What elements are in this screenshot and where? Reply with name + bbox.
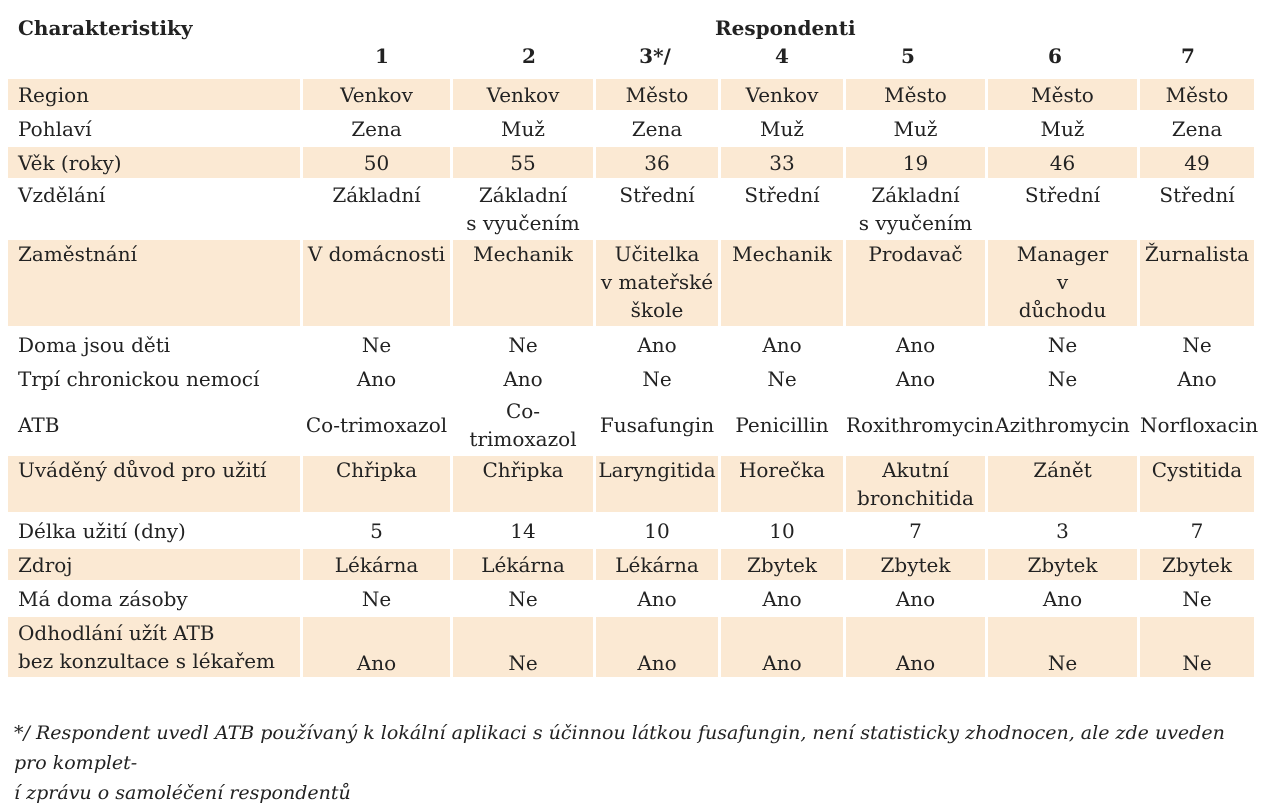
cell-respondent-4: Zbytek xyxy=(718,549,843,580)
cell-respondent-7: 49 xyxy=(1137,147,1254,178)
cell-respondent-2: Lékárna xyxy=(450,549,593,580)
cell-respondent-4: Ano xyxy=(718,583,843,614)
cell-respondent-1: Ne xyxy=(300,583,450,614)
cell-respondent-6: Ne xyxy=(985,617,1137,677)
table-row xyxy=(8,147,1254,178)
row-label: Pohlaví xyxy=(18,116,92,141)
cell-respondent-1: V domácnosti xyxy=(300,240,450,326)
row-label: Zdroj xyxy=(8,549,300,580)
cell-respondent-7: Zena xyxy=(1137,113,1254,144)
cell-respondent-4: Penicillin xyxy=(718,397,843,453)
cell-respondent-5: Ano xyxy=(843,363,985,394)
cell-respondent-6: 46 xyxy=(985,147,1137,178)
table-row xyxy=(8,397,1254,453)
respondent-number-1: 1 xyxy=(375,44,389,68)
respondent-number-7: 7 xyxy=(1181,44,1195,68)
cell-respondent-4: 33 xyxy=(718,147,843,178)
respondent-number-6: 6 xyxy=(1048,44,1062,68)
cell-respondent-1: Co-trimoxazol xyxy=(300,397,450,453)
cell-respondent-6: Zbytek xyxy=(985,549,1137,580)
cell-respondent-1: Zena xyxy=(300,113,450,144)
respondent-number-5: 5 xyxy=(901,44,915,68)
row-label: Region xyxy=(8,79,300,110)
table-row xyxy=(8,456,1254,512)
cell-respondent-7: Ano xyxy=(1137,363,1254,394)
cell-respondent-1: 50 xyxy=(300,147,450,178)
cell-respondent-5: Roxithromycin xyxy=(843,397,985,453)
cell-respondent-2: Základní s vyučením xyxy=(450,181,593,237)
cell-respondent-3: Město xyxy=(593,79,718,110)
cell-respondent-6: Město xyxy=(985,79,1137,110)
cell-respondent-5: Ano xyxy=(843,583,985,614)
cell-respondent-4: Ano xyxy=(718,329,843,360)
table-row xyxy=(8,549,1254,580)
table-row xyxy=(8,329,1254,360)
cell-respondent-7: Norfloxacin xyxy=(1137,397,1254,453)
cell-respondent-2: Mechanik xyxy=(450,240,593,326)
row-label: Uváděný důvod pro užití xyxy=(8,456,300,512)
cell-respondent-2: Ano xyxy=(450,363,593,394)
cell-respondent-2: Venkov xyxy=(450,79,593,110)
cell-respondent-4: Střední xyxy=(718,181,843,237)
cell-respondent-5: Ano xyxy=(843,617,985,677)
cell-respondent-2: Ne xyxy=(450,583,593,614)
cell-respondent-3: Střední xyxy=(593,181,718,237)
cell-respondent-5: Prodavač xyxy=(843,240,985,326)
cell-respondent-3: Ano xyxy=(593,329,718,360)
row-label: Doma jsou děti xyxy=(18,332,171,357)
row-label: Vzdělání xyxy=(18,183,106,207)
cell-respondent-7: Střední xyxy=(1137,181,1254,237)
cell-respondent-5: Ano xyxy=(843,329,985,360)
cell-respondent-3: Fusafungin xyxy=(593,397,718,453)
cell-respondent-6: Zánět xyxy=(985,456,1137,512)
cell-respondent-4: Mechanik xyxy=(718,240,843,326)
cell-respondent-2: 14 xyxy=(450,515,593,546)
respondent-number-3: 3*/ xyxy=(639,44,671,68)
cell-respondent-7: 7 xyxy=(1137,515,1254,546)
cell-respondent-1: 5 xyxy=(300,515,450,546)
cell-respondent-1: Lékárna xyxy=(300,549,450,580)
cell-respondent-3: Učitelka v mateřské škole xyxy=(593,240,718,326)
cell-respondent-7: Město xyxy=(1137,79,1254,110)
cell-respondent-4: Ne xyxy=(718,363,843,394)
cell-respondent-1: Chřipka xyxy=(300,456,450,512)
cell-respondent-2: Chřipka xyxy=(450,456,593,512)
table-row xyxy=(8,363,1254,394)
cell-respondent-7: Zbytek xyxy=(1137,549,1254,580)
cell-respondent-7: Žurnalista xyxy=(1137,240,1254,326)
row-label: Odhodlání užít ATB bez konzultace s lékařem xyxy=(8,617,300,677)
cell-respondent-1: Základní xyxy=(300,181,450,237)
cell-respondent-7: Cystitida xyxy=(1137,456,1254,512)
cell-respondent-5: Město xyxy=(843,79,985,110)
cell-respondent-1: Ano xyxy=(300,617,450,677)
cell-respondent-6: Azithromycin xyxy=(985,397,1137,453)
row-label: Má doma zásoby xyxy=(18,586,188,611)
row-label: Délka užití (dny) xyxy=(18,518,186,543)
cell-respondent-6: 3 xyxy=(985,515,1137,546)
row-label: ATB xyxy=(18,413,60,437)
cell-respondent-5: Základní s vyučením xyxy=(843,181,985,237)
characteristics-heading: Charakteristiky xyxy=(18,16,193,40)
cell-respondent-5: Muž xyxy=(843,113,985,144)
cell-respondent-4: 10 xyxy=(718,515,843,546)
cell-respondent-2: Ne xyxy=(450,617,593,677)
cell-respondent-2: Ne xyxy=(450,329,593,360)
cell-respondent-6: Střední xyxy=(985,181,1137,237)
cell-respondent-2: Co-trimoxazol xyxy=(450,397,593,453)
cell-respondent-4: Muž xyxy=(718,113,843,144)
cell-respondent-6: Manager v důchodu xyxy=(985,240,1137,326)
cell-respondent-3: Ano xyxy=(593,617,718,677)
row-label: Věk (roky) xyxy=(8,147,300,178)
table-row xyxy=(8,515,1254,546)
cell-respondent-4: Horečka xyxy=(718,456,843,512)
cell-respondent-7: Ne xyxy=(1137,583,1254,614)
cell-respondent-1: Venkov xyxy=(300,79,450,110)
row-label: Trpí chronickou nemocí xyxy=(18,366,260,391)
table-row xyxy=(8,583,1254,614)
cell-respondent-6: Ano xyxy=(985,583,1137,614)
table-row xyxy=(8,79,1254,110)
table-row xyxy=(8,181,1254,237)
row-label: Zaměstnání xyxy=(8,240,300,326)
cell-respondent-7: Ne xyxy=(1137,329,1254,360)
cell-respondent-2: 55 xyxy=(450,147,593,178)
respondent-number-2: 2 xyxy=(522,44,536,68)
cell-respondent-3: 10 xyxy=(593,515,718,546)
table-row xyxy=(8,240,1254,326)
cell-respondent-3: Zena xyxy=(593,113,718,144)
cell-respondent-5: 19 xyxy=(843,147,985,178)
cell-respondent-1: Ne xyxy=(300,329,450,360)
respondents-heading: Respondenti xyxy=(715,16,856,40)
footnote xyxy=(14,718,1244,808)
cell-respondent-6: Ne xyxy=(985,329,1137,360)
cell-respondent-3: 36 xyxy=(593,147,718,178)
cell-respondent-5: Zbytek xyxy=(843,549,985,580)
cell-respondent-3: Laryngitida xyxy=(593,456,718,512)
cell-respondent-4: Ano xyxy=(718,617,843,677)
cell-respondent-3: Lékárna xyxy=(593,549,718,580)
cell-respondent-6: Ne xyxy=(985,363,1137,394)
cell-respondent-7: Ne xyxy=(1137,617,1254,677)
cell-respondent-3: Ne xyxy=(593,363,718,394)
cell-respondent-5: Akutní bronchitida xyxy=(843,456,985,512)
cell-respondent-6: Muž xyxy=(985,113,1137,144)
table-row xyxy=(8,113,1254,144)
cell-respondent-4: Venkov xyxy=(718,79,843,110)
table-row xyxy=(8,617,1254,677)
respondent-number-4: 4 xyxy=(775,44,789,68)
cell-respondent-5: 7 xyxy=(843,515,985,546)
cell-respondent-3: Ano xyxy=(593,583,718,614)
cell-respondent-2: Muž xyxy=(450,113,593,144)
respondents-table xyxy=(8,76,1259,680)
footnote-text: */ Respondent uvedl ATB používaný k lokální aplikaci s účinnou látkou fusafungin, není statisticky zhodnocen, ale zde uveden pro komplet- í zprávu o samoléčení respondentů xyxy=(14,722,1225,804)
cell-respondent-1: Ano xyxy=(300,363,450,394)
